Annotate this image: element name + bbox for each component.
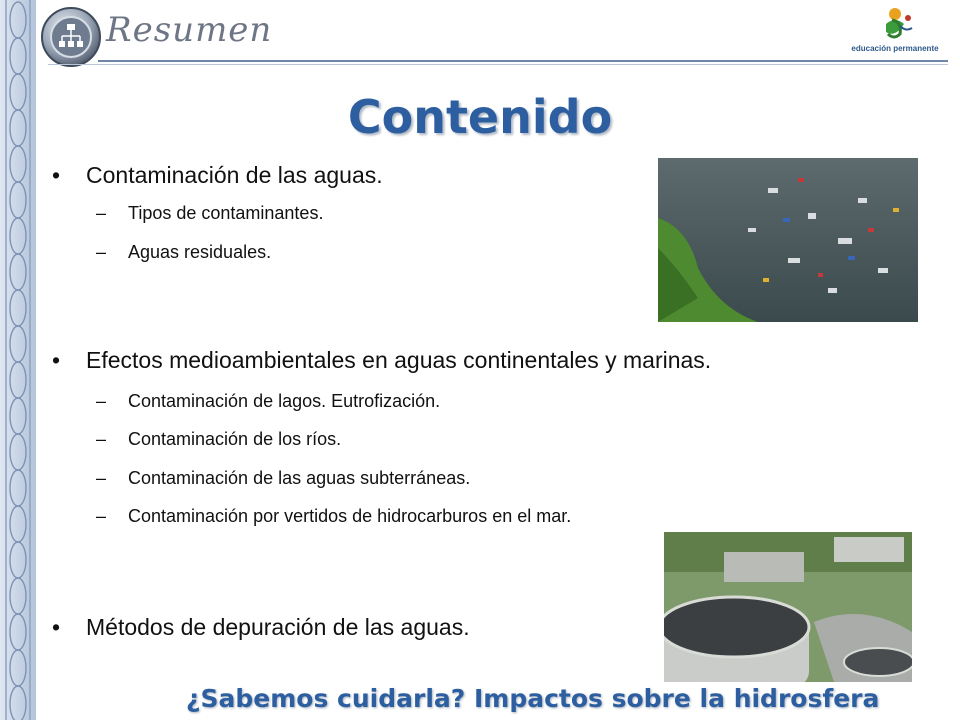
water-treatment-plant-photo: [664, 532, 912, 682]
sub-label: Contaminación por vertidos de hidrocarburos en el mar.: [128, 506, 572, 526]
sub-glyph: –: [96, 203, 107, 223]
bullet-label: Efectos medioambientales en aguas continentales y marinas.: [86, 347, 712, 373]
slide-title: Contenido: [347, 90, 613, 144]
sub-label: Contaminación de las aguas subterráneas.: [128, 468, 471, 488]
sub-glyph: –: [96, 468, 107, 488]
header-divider: [98, 60, 948, 62]
sub-item: [96, 203, 323, 224]
sub-item: [96, 242, 271, 263]
bullet-label: Contaminación de las aguas.: [86, 162, 383, 188]
bullet-glyph: •: [52, 614, 61, 640]
sub-label: Tipos de contaminantes.: [128, 203, 324, 223]
sub-glyph: –: [96, 429, 107, 449]
sub-glyph: –: [96, 242, 107, 262]
footer-title: ¿Sabemos cuidarla? Impactos sobre la hidrosfera: [186, 684, 880, 713]
sub-glyph: –: [96, 391, 107, 411]
polluted-water-photo: [658, 158, 918, 322]
sitemap-icon: [40, 6, 102, 68]
bullet-label: Métodos de depuración de las aguas.: [86, 614, 470, 640]
header-title: Resumen: [106, 10, 273, 50]
sub-label: Contaminación de los ríos.: [128, 429, 342, 449]
sub-item: [96, 391, 440, 412]
sub-item: [96, 429, 341, 450]
bullet-glyph: •: [52, 347, 61, 373]
brand-logo: [836, 4, 954, 64]
sub-label: Aguas residuales.: [128, 242, 272, 262]
bullet-item: [52, 614, 470, 641]
bullet-item: [52, 162, 383, 189]
sub-item: [96, 468, 470, 489]
header-divider-thin: [48, 64, 948, 65]
brand-text: educación permanente: [851, 44, 939, 53]
bullet-glyph: •: [52, 162, 61, 188]
sub-label: Contaminación de lagos. Eutrofización.: [128, 391, 441, 411]
sub-item: [96, 506, 571, 527]
bullet-item: [52, 347, 711, 374]
sub-glyph: –: [96, 506, 107, 526]
